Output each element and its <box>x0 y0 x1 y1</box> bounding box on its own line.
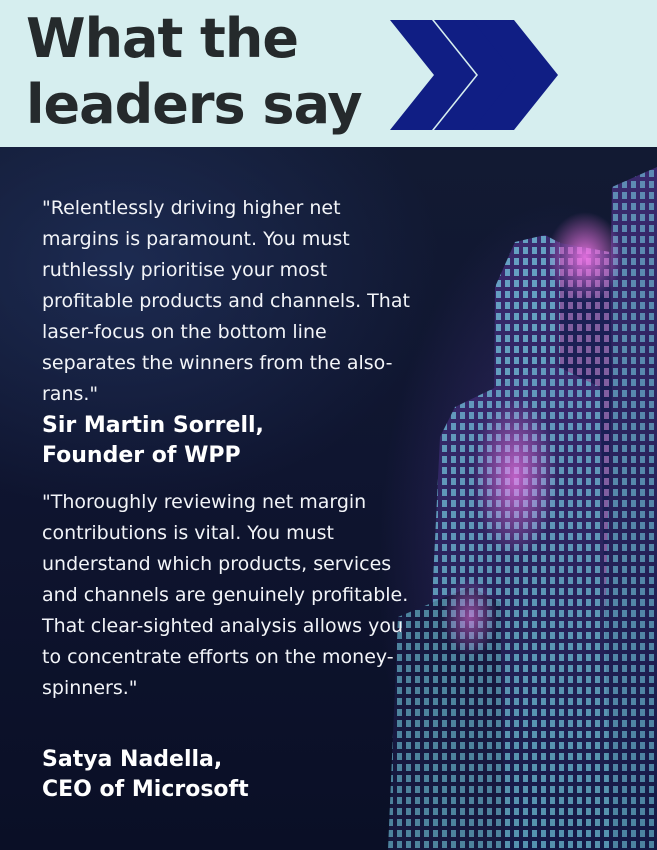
quote-text-2: "Thoroughly reviewing net margin contributions is vital. You must understand which products, services and channels are genuinely profitable. That clear-sighted analysis allows you to concentrate efforts on the money-spinners." <box>42 491 409 699</box>
page-title: What the leaders say <box>26 7 362 136</box>
quote-block-1 <box>42 193 422 410</box>
background-photo <box>0 147 657 850</box>
author-name-2: Satya Nadella, <box>42 747 223 772</box>
quote-block-2 <box>42 487 422 704</box>
author-role-1: Founder of WPP <box>42 443 241 468</box>
header-band <box>0 0 657 147</box>
quote-text-1: "Relentlessly driving higher net margins is paramount. You must ruthlessly prioritise your most profitable products and channels. That laser-focus on the bottom line separates the winners from the also-rans." <box>42 197 410 405</box>
author-name-1: Sir Martin Sorrell, <box>42 413 264 438</box>
chevron-arrows-icon <box>390 20 560 130</box>
author-role-2: CEO of Microsoft <box>42 777 249 802</box>
author-block-2 <box>42 745 422 805</box>
author-block-1 <box>42 411 422 471</box>
